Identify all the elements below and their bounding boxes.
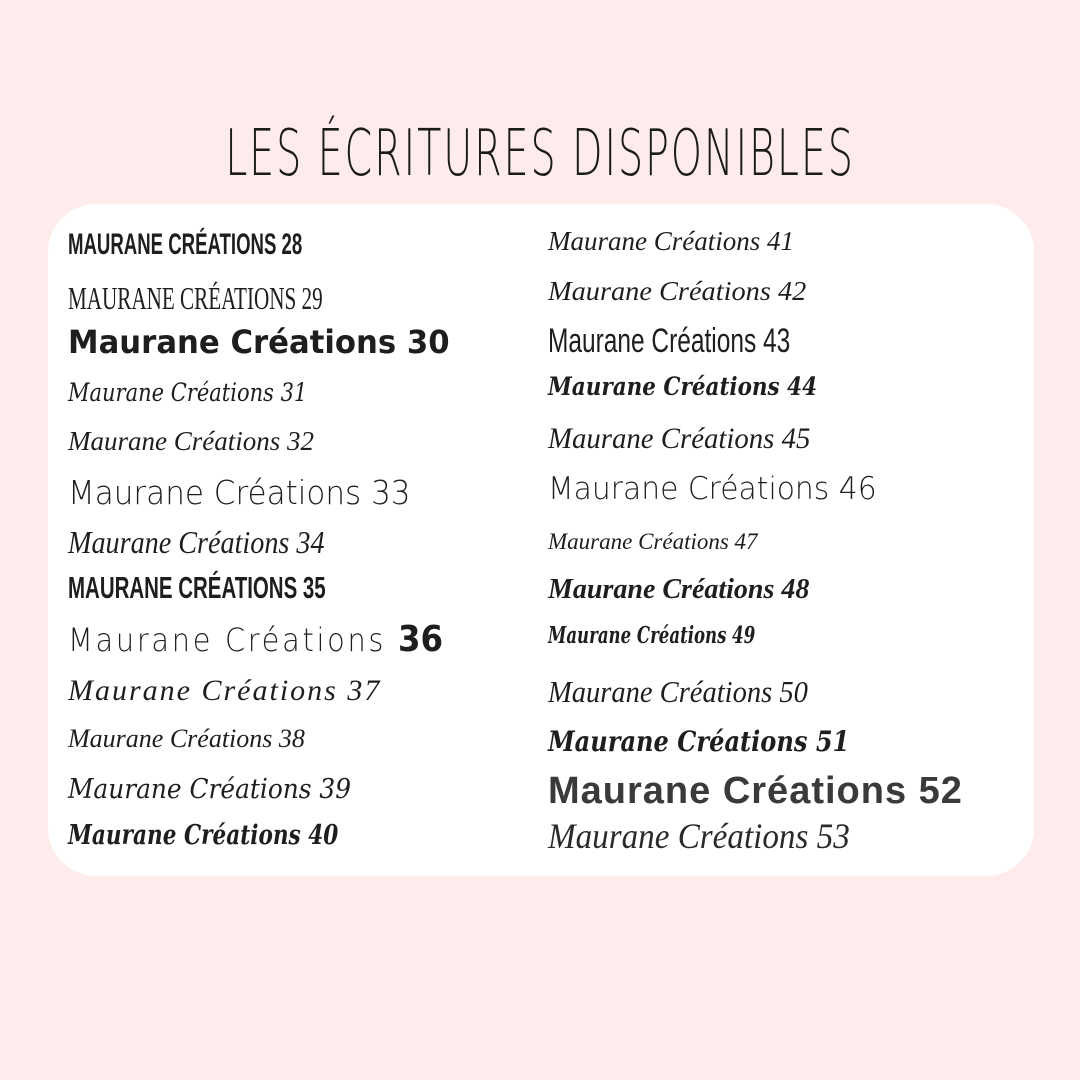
font-sample-39: Maurane Créations 39: [68, 774, 352, 805]
font-sample-48: Maurane Créations 48: [548, 574, 810, 605]
font-sample-43: Maurane Créations 43: [548, 322, 791, 360]
font-sample-33: Maurane Créations 33: [68, 473, 411, 512]
font-sample-28: MAURANE CRÉATIONS 28: [68, 228, 303, 261]
font-sample-47: Maurane Créations 47: [548, 529, 758, 554]
font-sample-41: Maurane Créations 41: [548, 226, 794, 256]
font-sample-40: Maurane Créations 40: [68, 820, 339, 851]
page-title: LES ÉCRITURES DISPONIBLES: [225, 117, 855, 191]
font-sample-38: Maurane Créations 38: [68, 724, 305, 753]
font-samples-left-column: [68, 204, 538, 876]
font-samples-right-column: [548, 204, 1018, 876]
font-sample-29: MAURANE CRÉATIONS 29: [68, 280, 323, 316]
font-sample-37: Maurane Créations 37: [68, 674, 382, 707]
font-sample-44: Maurane Créations 44: [548, 372, 818, 401]
font-sample-52: Maurane Créations 52: [548, 770, 963, 812]
font-sample-51: Maurane Créations 51: [548, 725, 850, 758]
font-sample-35: MAURANE CRÉATIONS 35: [68, 570, 326, 605]
font-sample-30: Maurane Créations 30: [68, 323, 450, 361]
font-sample-46: Maurane Créations 46: [548, 471, 877, 507]
font-sample-42: Maurane Créations 42: [548, 276, 807, 306]
font-sample-34: Maurane Créations 34: [68, 524, 325, 560]
font-sample-36: Maurane Créations 36: [68, 619, 444, 660]
font-sample-53: Maurane Créations 53: [548, 816, 850, 856]
font-sample-45: Maurane Créations 45: [548, 422, 811, 455]
font-sample-49: Maurane Créations 49: [548, 622, 756, 649]
font-sample-31: Maurane Créations 31: [68, 378, 308, 407]
font-sample-50: Maurane Créations 50: [548, 674, 808, 709]
font-samples-card: [48, 204, 1034, 876]
font-sample-32: Maurane Créations 32: [68, 426, 314, 456]
